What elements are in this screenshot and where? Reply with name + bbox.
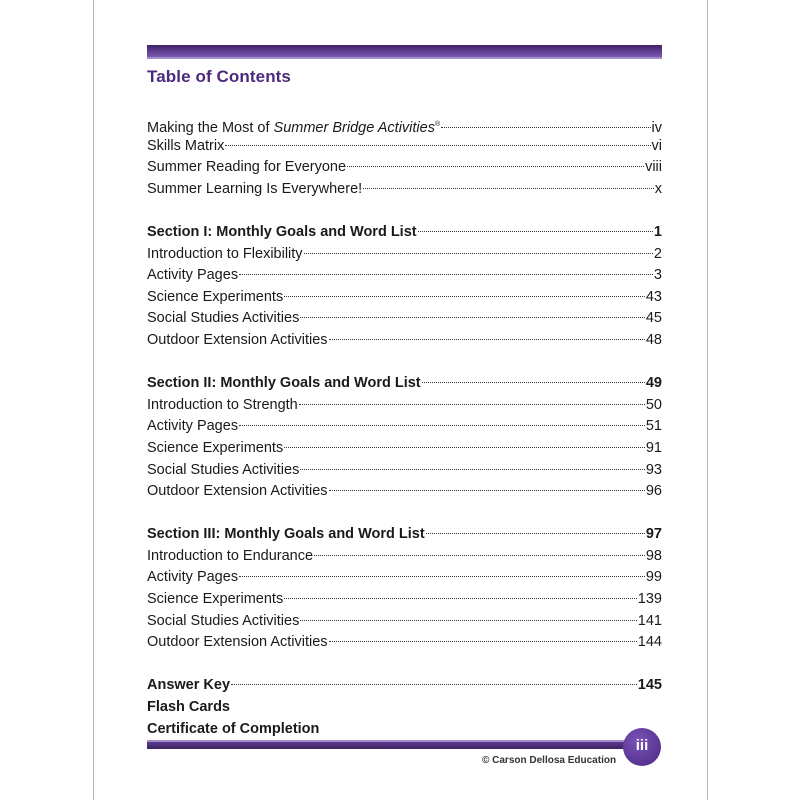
dot-leader [239,575,645,577]
toc-entry-page: 48 [645,331,662,348]
toc-entry [147,546,662,568]
toc-entry-label: Social Studies Activities [147,612,300,629]
dot-leader [441,126,650,128]
page-title: Table of Contents [147,67,291,86]
toc-entry [147,589,662,611]
dot-leader [329,489,645,491]
toc-entry-page: 139 [637,591,662,608]
toc-entry-page: 91 [645,439,662,456]
toc-entry-label: Section III: Monthly Goals and Word List [147,526,425,543]
dot-leader [225,144,650,146]
toc-entry-label: Activity Pages [147,418,239,435]
toc-entry-label: Section II: Monthly Goals and Word List [147,375,421,392]
toc-entry-page: 50 [645,396,662,413]
dot-leader [426,532,645,534]
toc-entry-label: Introduction to Flexibility [147,245,303,262]
dot-leader [300,619,636,621]
toc-entry-page: 97 [645,526,662,543]
toc-entry [147,460,662,482]
dot-leader [304,252,653,254]
toc-entry-page: 141 [637,612,662,629]
toc-entry-label: Activity Pages [147,267,239,284]
toc-entry [147,308,662,330]
toc-entry [147,438,662,460]
toc-entry [147,395,662,417]
toc-entry-page: 1 [653,223,662,240]
toc-entry [147,416,662,438]
toc-entry-page: 93 [645,461,662,478]
toc-entry-label: Social Studies Activities [147,461,300,478]
toc-entry-page: 45 [645,310,662,327]
dot-leader [422,381,645,383]
toc-entry [147,330,662,352]
toc-entry-label: Social Studies Activities [147,310,300,327]
dot-leader [284,446,645,448]
page-number-badge: iii [623,728,661,766]
toc-entry-page: 43 [645,288,662,305]
toc-entry [147,265,662,287]
toc-entry-page: 144 [637,634,662,651]
toc-entry-label: Making the Most of Summer Bridge Activities® [147,119,441,136]
toc-entry [147,524,662,546]
toc-entry-label: Outdoor Extension Activities [147,634,328,651]
toc-entry-page: 145 [637,677,662,694]
toc-entry [147,222,662,244]
toc-entry [147,719,662,741]
dot-leader [299,403,645,405]
table-of-contents [147,114,662,740]
toc-entry-page: 2 [653,245,662,262]
header-bar-accent [147,57,662,59]
toc-entry-page: 49 [645,375,662,392]
toc-entry-label: Introduction to Endurance [147,547,314,564]
toc-entry-label: Science Experiments [147,439,284,456]
toc-entry-page: 98 [645,547,662,564]
toc-entry [147,632,662,654]
dot-leader [239,273,653,275]
toc-entry-label: Flash Cards [147,699,230,716]
dot-leader [284,295,645,297]
dot-leader [284,597,637,599]
toc-entry-page: viii [645,159,662,176]
toc-entry [147,675,662,697]
toc-entry [147,287,662,309]
toc-entry-label: Summer Learning Is Everywhere! [147,180,363,197]
dot-leader [300,316,645,318]
toc-entry-label: Summer Reading for Everyone [147,159,347,176]
toc-entry [147,244,662,266]
toc-entry-label: Section I: Monthly Goals and Word List [147,223,417,240]
toc-entry-label: Introduction to Strength [147,396,298,413]
toc-entry-label: Skills Matrix [147,137,225,154]
footer-bar [147,742,635,749]
toc-entry-page: 3 [653,267,662,284]
dot-leader [300,468,645,470]
dot-leader [231,683,637,685]
toc-entry [147,157,662,179]
toc-entry [147,114,662,136]
dot-leader [314,554,645,556]
dot-leader [363,187,654,189]
dot-leader [347,165,644,167]
group-spacer [147,352,662,374]
toc-entry-page: 99 [645,569,662,586]
group-spacer [147,200,662,222]
toc-entry-page: 96 [645,483,662,500]
toc-entry-page: x [654,180,662,197]
toc-entry [147,179,662,201]
copyright-footer: © Carson Dellosa Education [482,755,617,766]
group-spacer [147,503,662,525]
toc-entry [147,611,662,633]
dot-leader [418,230,653,232]
toc-entry-page: iv [651,119,662,136]
toc-entry [147,373,662,395]
dot-leader [239,424,645,426]
toc-entry-label: Outdoor Extension Activities [147,483,328,500]
toc-entry-label: Science Experiments [147,288,284,305]
toc-entry [147,697,662,719]
toc-entry [147,481,662,503]
dot-leader [329,640,637,642]
toc-entry [147,567,662,589]
toc-entry-label: Outdoor Extension Activities [147,331,328,348]
header-bar [147,45,662,57]
toc-entry-label: Certificate of Completion [147,720,320,737]
dot-leader [329,338,645,340]
group-spacer [147,654,662,676]
toc-entry-label: Science Experiments [147,591,284,608]
toc-entry-page: vi [651,137,662,154]
toc-entry-page: 51 [645,418,662,435]
toc-entry-label: Activity Pages [147,569,239,586]
toc-entry-label: Answer Key [147,677,231,694]
